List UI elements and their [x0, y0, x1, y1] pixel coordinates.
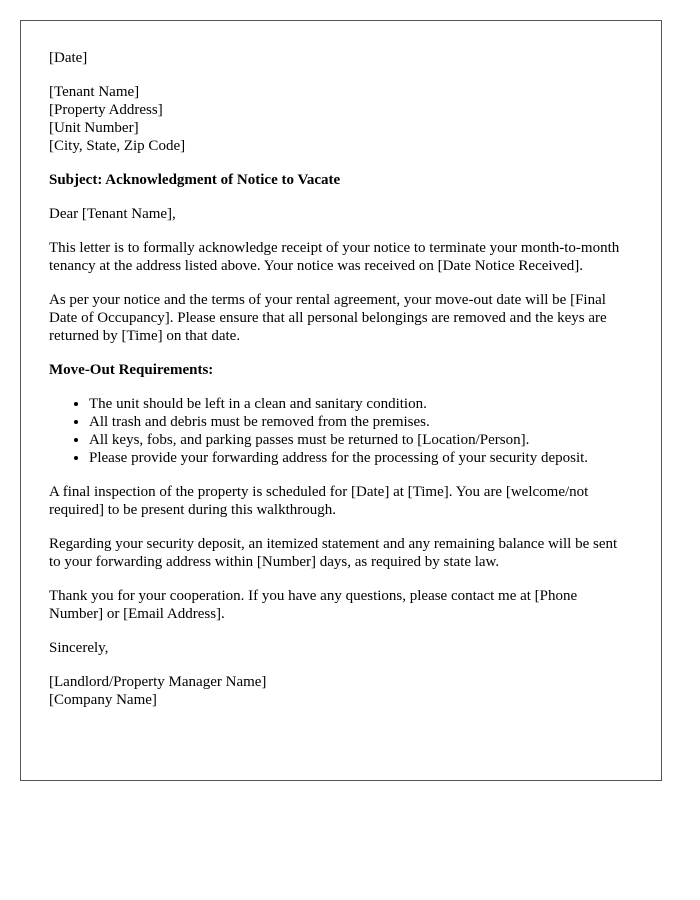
paragraph-acknowledgment: This letter is to formally acknowledge receipt of your notice to terminate your month-to-month tenancy at the address listed above. Your notice was received on [Date Notice Received].	[49, 240, 620, 274]
subject-line: Subject: Acknowledgment of Notice to Vacate	[49, 172, 341, 188]
signer-name: [Landlord/Property Manager Name]	[49, 674, 267, 690]
signature-block	[49, 673, 632, 709]
letter-date: [Date]	[49, 50, 88, 66]
list-item: • The unit should be left in a clean and sanitary condition.	[89, 395, 632, 413]
recipient-property-address: [Property Address]	[49, 102, 163, 118]
paragraph-inspection: A final inspection of the property is scheduled for [Date] at [Time]. You are [welcome/not required] to be present during this walkthrough.	[49, 484, 589, 518]
requirements-list	[49, 395, 632, 467]
list-item: • Please provide your forwarding address for the processing of your security deposit.	[89, 449, 632, 467]
salutation: Dear [Tenant Name],	[49, 206, 176, 222]
company-name: [Company Name]	[49, 692, 157, 708]
paragraph-thanks: Thank you for your cooperation. If you have any questions, please contact me at [Phone Number] or [Email Address].	[49, 588, 578, 622]
list-item: • All trash and debris must be removed from the premises.	[89, 413, 632, 431]
list-item: • All keys, fobs, and parking passes must be returned to [Location/Person].	[89, 431, 632, 449]
requirements-heading: Move-Out Requirements:	[49, 362, 214, 378]
recipient-city: [City, State, Zip Code]	[49, 138, 186, 154]
paragraph-deposit: Regarding your security deposit, an itemized statement and any remaining balance will be sent to your forwarding address within [Number] days, as required by state law.	[49, 536, 618, 570]
recipient-unit: [Unit Number]	[49, 120, 139, 136]
recipient-name: [Tenant Name]	[49, 84, 140, 100]
recipient-address	[49, 83, 632, 155]
closing: Sincerely,	[49, 640, 109, 656]
paragraph-move-out-date: As per your notice and the terms of your rental agreement, your move-out date will be [Final Date of Occupancy]. Please ensure that all personal belongings are removed and the keys are returned by [Time] on that date.	[49, 292, 607, 344]
letter	[20, 20, 662, 781]
